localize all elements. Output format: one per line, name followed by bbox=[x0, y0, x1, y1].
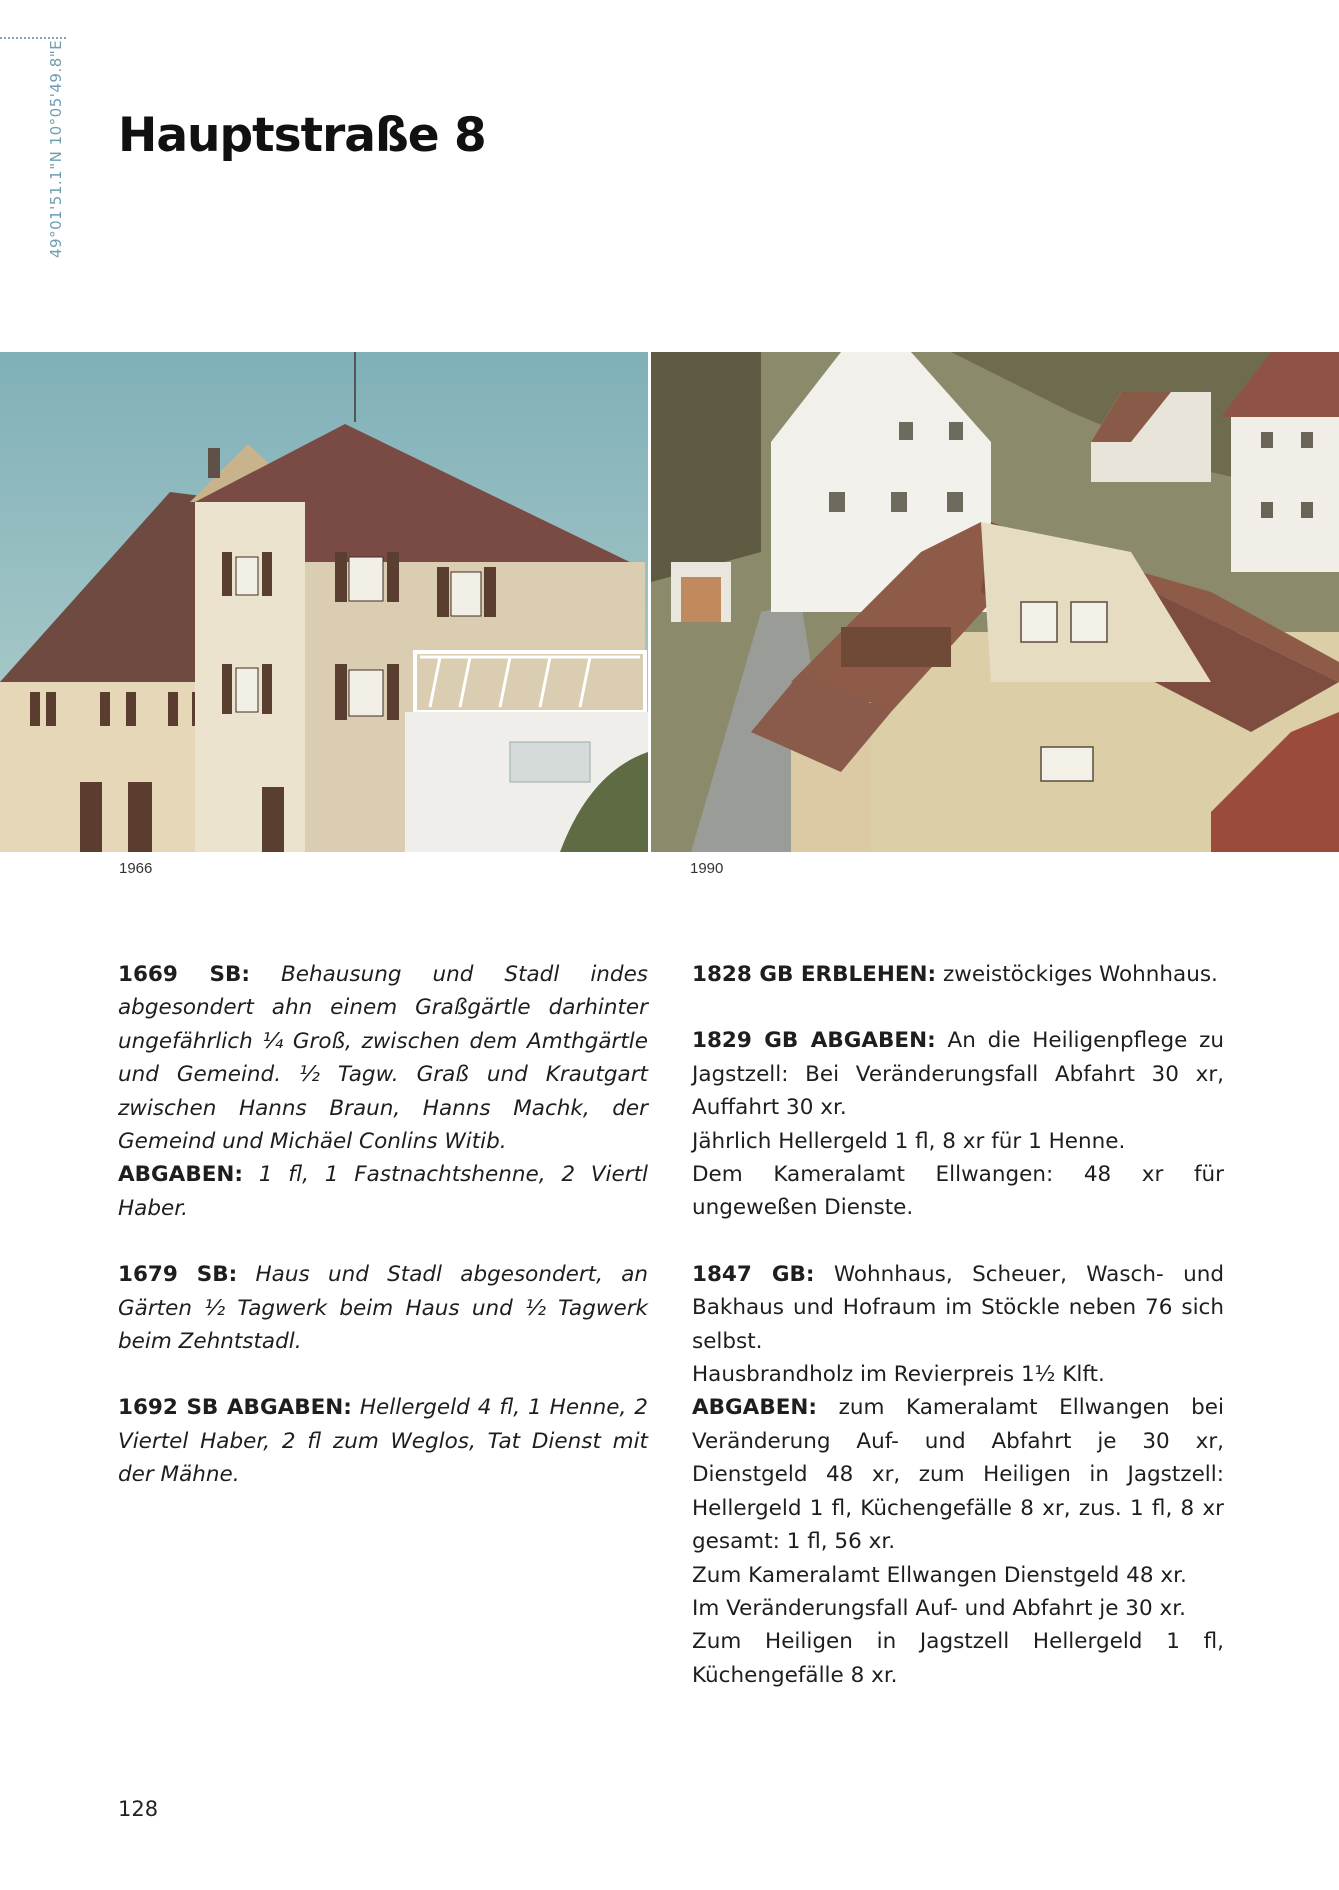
photo-caption-1990: 1990 bbox=[690, 860, 724, 877]
entry-sub-text: 1 fl, 1 Fastnachtshenne, 2 Viertl Haber. bbox=[118, 1162, 648, 1221]
right-text-column bbox=[692, 958, 1224, 1725]
entry-line: Zum Heiligen in Jagstzell Hellergeld 1 fl, Küchengefälle 8 xr. bbox=[692, 1629, 1224, 1688]
entry-1692 bbox=[118, 1391, 648, 1491]
entry-label: 1829 GB ABGABEN: bbox=[692, 1028, 936, 1054]
entry-text: Hellergeld 4 fl, 1 Henne, 2 Viertel Haber, 2 fl zum Weglos, Tat Dienst mit der Mähne. bbox=[118, 1395, 648, 1488]
entry-label: 1828 GB ERBLEHEN: bbox=[692, 962, 937, 987]
gps-coordinates: 49°01'51.1"N 10°05'49.8"E bbox=[47, 39, 65, 258]
left-text-column bbox=[118, 958, 648, 1525]
page-number: 128 bbox=[118, 1797, 159, 1821]
entry-line: Jährlich Hellergeld 1 fl, 8 xr für 1 Henne. bbox=[692, 1128, 1126, 1154]
entry-sub-label: ABGABEN: bbox=[692, 1395, 817, 1421]
entry-sub-label: ABGABEN: bbox=[118, 1162, 243, 1188]
dotted-rule bbox=[0, 37, 66, 39]
photo-caption-1966: 1966 bbox=[119, 860, 153, 877]
photo-1990 bbox=[651, 352, 1339, 852]
entry-label: 1692 SB ABGABEN: bbox=[118, 1395, 352, 1421]
entry-1829 bbox=[692, 1024, 1224, 1224]
entry-1828 bbox=[692, 958, 1224, 991]
entry-1679 bbox=[118, 1258, 648, 1358]
page-title: Hauptstraße 8 bbox=[118, 108, 486, 163]
entry-1847 bbox=[692, 1258, 1224, 1692]
entry-line: Im Veränderungsfall Auf- und Abfahrt je 30 xr. bbox=[692, 1595, 1186, 1621]
entry-text: An die Heiligenpflege zu Jagstzell: Bei Veränderungsfall Abfahrt 30 xr, Auffahrt 30 xr. bbox=[692, 1028, 1224, 1121]
entry-text: Haus und Stadl abgesondert, an Gärten ½ Tagwerk beim Haus und ½ Tagwerk beim Zehntstadl. bbox=[118, 1262, 648, 1355]
entry-1669 bbox=[118, 958, 648, 1225]
entry-sub-text: zum Kameralamt Ellwangen bei Veränderung Auf- und Abfahrt je 30 xr, Dienstgeld 48 xr, zum Heiligen in Jagstzell: Hellergeld 1 fl, Küchengefälle 8 xr, zus. 1 fl, 8 xr gesamt: 1 fl, 56 xr. bbox=[692, 1395, 1224, 1555]
entry-label: 1847 GB: bbox=[692, 1261, 815, 1287]
entry-text: zweistöckiges Wohnhaus. bbox=[942, 962, 1218, 987]
entry-label: 1669 SB: bbox=[118, 962, 250, 987]
entry-line: Dem Kameralamt Ellwangen: 48 xr für ungeweßen Dienste. bbox=[692, 1162, 1224, 1221]
entry-text: Wohnhaus, Scheuer, Wasch- und Bakhaus und Hofraum im Stöckle neben 76 sich selbst. bbox=[692, 1261, 1224, 1354]
entry-label: 1679 SB: bbox=[118, 1262, 238, 1288]
entry-line: Zum Kameralamt Ellwangen Dienstgeld 48 xr. bbox=[692, 1562, 1187, 1588]
photo-1966 bbox=[0, 352, 648, 852]
entry-line: Hausbrandholz im Revierpreis 1½ Klft. bbox=[692, 1362, 1105, 1388]
entry-text: Behausung und Stadl indes abgesondert ahn einem Graßgärtle darhinter ungefährlich ¼ Groß, zwischen dem Amthgärtle und Gemeind. ½ Tagw. Graß und Krautgart zwischen Hanns Braun, Hanns Machk, der Gemeind und Michäel Conlins Witib. bbox=[118, 962, 648, 1155]
